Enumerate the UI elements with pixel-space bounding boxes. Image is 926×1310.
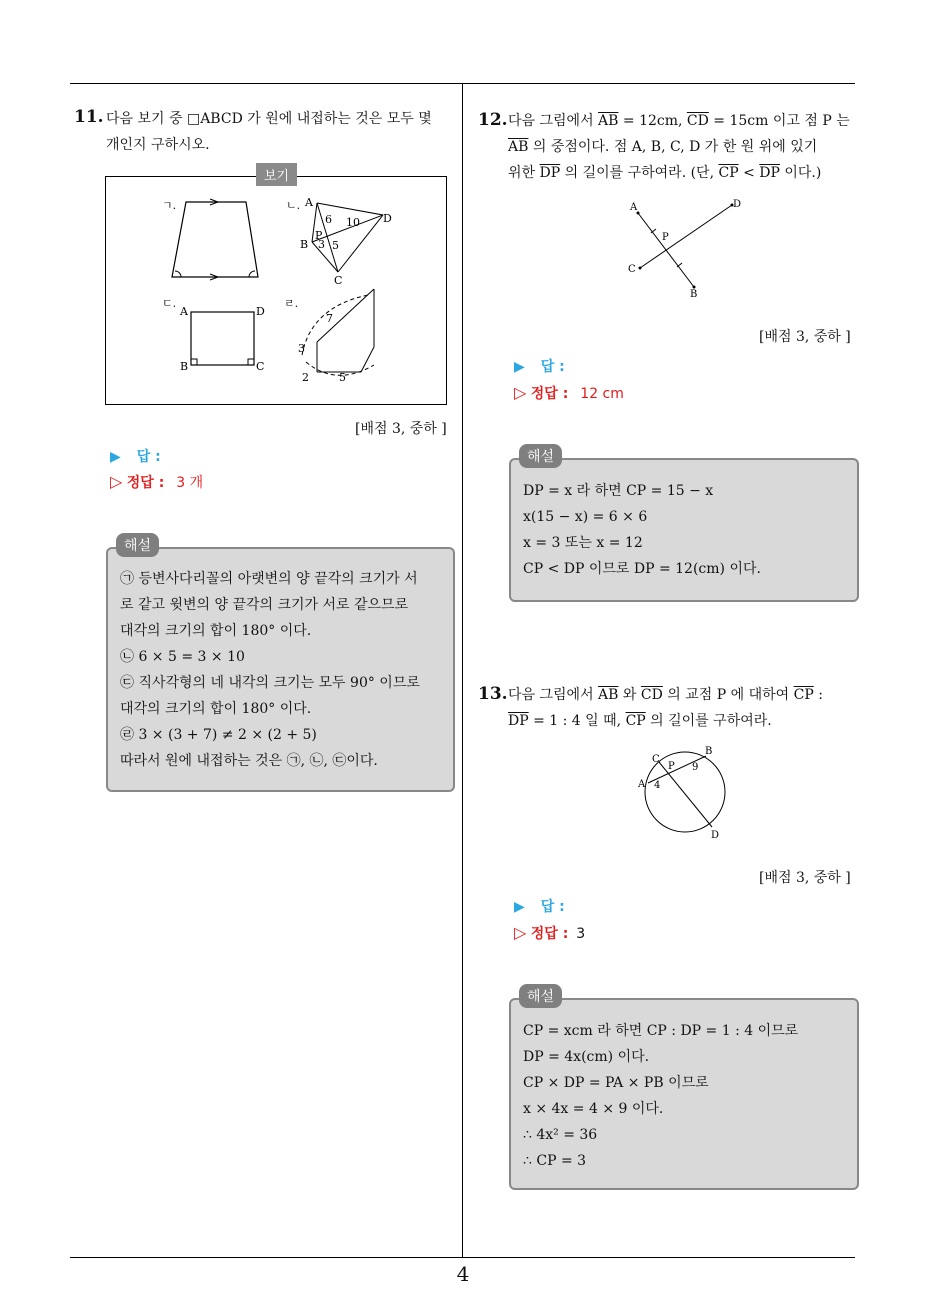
q12-fig-B: B xyxy=(690,289,698,300)
fig-c-A: A xyxy=(180,305,188,318)
fig-d-mark: ㄹ. xyxy=(284,297,299,310)
q12-number: 12. xyxy=(478,110,508,130)
q11-answer-label: 답 : xyxy=(136,449,161,465)
q13-sol-line: DP = 4x(cm) 이다. xyxy=(523,1049,650,1065)
q12-t: 이다.) xyxy=(779,165,822,181)
q11-solution-body xyxy=(120,566,420,774)
q13-seg: $\overline{CD}$ xyxy=(640,687,663,703)
q12-t: = 12cm, xyxy=(618,113,687,129)
q11-solution-tag: 해설 xyxy=(116,533,159,557)
q13-correct-row xyxy=(514,923,585,943)
fig-b-D: D xyxy=(383,212,392,225)
q12-seg: $\overline{AB}$ xyxy=(598,113,619,129)
q13-t: = 1 : 4 일 때, xyxy=(528,713,626,729)
correct-arrow-icon: ▷ xyxy=(514,383,527,402)
q12-figure xyxy=(620,195,760,305)
q13-solution-tag: 해설 xyxy=(519,984,562,1008)
q13-fig-A: A xyxy=(638,779,646,790)
fig-b-A: A xyxy=(305,196,313,209)
bogi-box xyxy=(105,169,447,405)
fig-d-5: 5 xyxy=(339,371,346,384)
q13-sol-line: ∴ 4x² = 36 xyxy=(523,1127,598,1143)
q12-seg: $\overline{CP}$ xyxy=(718,165,739,181)
q12-solution-body xyxy=(523,478,761,582)
q12-answer-row xyxy=(514,356,565,376)
q13-meta: [배점 3, 중하 ] xyxy=(759,870,851,886)
fig-d-2: 2 xyxy=(302,371,309,384)
fig-b-mark: ㄴ. xyxy=(286,199,301,212)
q13-seg: $\overline{DP}$ xyxy=(508,713,529,729)
q13-solution-body xyxy=(523,1018,798,1174)
q12-t: 의 길이를 구하여라. (단, xyxy=(560,165,719,181)
fig-b-B: B xyxy=(300,238,309,251)
fig-b-3: 3 xyxy=(318,238,325,251)
trapezoid xyxy=(172,202,258,277)
fig-b-5: 5 xyxy=(332,239,339,252)
fig-b-C: C xyxy=(334,274,343,287)
bogi-label: 보기 xyxy=(256,163,297,186)
q12-t: 의 중점이다. 점 A, B, C, D 가 한 원 위에 있기 xyxy=(528,139,818,155)
rectangle xyxy=(191,312,254,365)
page-number: 4 xyxy=(456,1262,470,1286)
answer-arrow-icon: ▶ xyxy=(110,449,121,465)
q11-sol-line: 따라서 원에 내접하는 것은 ㉠, ㉡, ㉢이다. xyxy=(120,753,378,769)
fig-a-mark: ㄱ. xyxy=(162,199,177,212)
q13-sol-line: CP × DP = PA × PB 이므로 xyxy=(523,1075,709,1091)
q11-solution-box xyxy=(106,538,455,792)
fig-c-mark: ㄷ. xyxy=(162,297,177,310)
q12-sol-line: x = 3 또는 x = 12 xyxy=(523,535,643,551)
fig-b-10: 10 xyxy=(346,216,360,229)
q11-sol-line: 대각의 크기의 합이 180° 이다. xyxy=(120,701,312,717)
q12-correct-row xyxy=(514,383,624,403)
q12-meta: [배점 3, 중하 ] xyxy=(759,329,851,345)
q11-correct-value: 3 개 xyxy=(176,475,204,491)
q13-answer-row xyxy=(514,896,565,916)
q11-correct-row xyxy=(110,472,203,492)
q11-sol-line: ㉠ 등변사다리꼴의 아랫변의 양 끝각의 크기가 서 xyxy=(120,571,418,587)
q13-fig-C: C xyxy=(652,754,660,765)
q12-seg: $\overline{DP}$ xyxy=(759,165,780,181)
bogi-figures xyxy=(106,177,446,404)
answer-arrow-icon: ▶ xyxy=(514,899,525,915)
fig-d-7: 7 xyxy=(326,312,333,325)
q13-fig-4: 4 xyxy=(654,780,661,791)
q12-fig-C: C xyxy=(628,264,636,275)
q11-sol-line: 대각의 크기의 합이 180° 이다. xyxy=(120,623,312,639)
q11-line1: 다음 보기 중 □ABCD 가 원에 내접하는 것은 모두 몇 xyxy=(106,111,432,127)
q12-seg: $\overline{DP}$ xyxy=(539,165,561,181)
q12-solution-tag: 해설 xyxy=(519,444,562,468)
correct-arrow-icon: ▷ xyxy=(514,923,527,942)
q12-correct-value: 12 cm xyxy=(580,386,624,402)
q13-answer-label: 답 : xyxy=(540,899,565,915)
q11-meta: [배점 3, 중하 ] xyxy=(355,421,447,437)
q13-seg: $\overline{CP}$ xyxy=(625,713,646,729)
q12-sol-line: DP = x 라 하면 CP = 15 − x xyxy=(523,483,714,499)
q11-line2: 개인지 구하시오. xyxy=(106,137,210,153)
fig-c-D: D xyxy=(256,305,265,318)
q13-t: 다음 그림에서 xyxy=(508,687,599,703)
q12-question xyxy=(508,108,850,186)
q12-seg: $\overline{CD}$ xyxy=(686,113,709,129)
q11-sol-line: ㉢ 직사각형의 네 내각의 크기는 모두 90° 이므로 xyxy=(120,675,420,691)
q13-fig-D: D xyxy=(711,830,720,841)
q12-t: < xyxy=(738,165,760,181)
q12-t: = 15cm 이고 점 P 는 xyxy=(708,113,850,129)
q13-fig-9: 9 xyxy=(692,762,699,773)
fig-b-P: P xyxy=(315,229,323,242)
q12-t: 위한 xyxy=(508,165,540,181)
q13-correct-value: 3 xyxy=(576,926,586,942)
q13-t: 와 xyxy=(618,687,641,703)
answer-arrow-icon: ▶ xyxy=(514,359,525,375)
q12-fig-D: D xyxy=(733,199,742,210)
q11-correct-label: 정답 : xyxy=(126,475,165,491)
q12-sol-line: CP < DP 이므로 DP = 12(cm) 이다. xyxy=(523,561,761,577)
q13-correct-label: 정답 : xyxy=(530,926,569,942)
q13-number: 13. xyxy=(478,684,508,704)
q12-t: 다음 그림에서 xyxy=(508,113,599,129)
q11-sol-line: ㉡ 6 × 5 = 3 × 10 xyxy=(120,649,245,665)
fig-b-6: 6 xyxy=(325,213,332,226)
fig-d-3: 3 xyxy=(298,342,305,355)
q11-question xyxy=(106,106,432,158)
q12-seg: $\overline{AB}$ xyxy=(508,139,529,155)
q12-sol-line: x(15 − x) = 6 × 6 xyxy=(523,509,648,525)
q13-solution-box xyxy=(509,989,859,1190)
correct-arrow-icon: ▷ xyxy=(110,472,123,491)
q13-sol-line: CP = xcm 라 하면 CP : DP = 1 : 4 이므로 xyxy=(523,1023,799,1039)
q13-fig-P: P xyxy=(668,761,675,772)
q13-question xyxy=(508,682,823,734)
q13-t: : xyxy=(813,687,823,703)
fig-c-C: C xyxy=(256,360,265,373)
q13-t: 의 교점 P 에 대하여 xyxy=(662,687,794,703)
q12-answer-label: 답 : xyxy=(540,359,565,375)
q12-fig-A: A xyxy=(630,202,638,213)
q13-fig-B: B xyxy=(705,746,713,757)
q12-fig-P: P xyxy=(662,232,669,243)
q13-seg: $\overline{AB}$ xyxy=(598,687,619,703)
q13-t: 의 길이를 구하여라. xyxy=(645,713,772,729)
column-divider xyxy=(462,83,463,1258)
q12-correct-label: 정답 : xyxy=(530,386,569,402)
q13-sol-line: x × 4x = 4 × 9 이다. xyxy=(523,1101,664,1117)
q11-answer-row xyxy=(110,446,161,466)
q13-figure xyxy=(634,742,744,842)
q13-sol-line: ∴ CP = 3 xyxy=(523,1153,587,1169)
q13-seg: $\overline{CP}$ xyxy=(793,687,814,703)
q11-number: 11. xyxy=(74,107,104,127)
q12-solution-box xyxy=(509,449,859,602)
q11-sol-line: ㉣ 3 × (3 + 7) ≠ 2 × (2 + 5) xyxy=(120,727,317,743)
fig-c-B: B xyxy=(180,360,189,373)
q11-sol-line: 로 같고 윗변의 양 끝각의 크기가 서로 같으므로 xyxy=(120,597,409,613)
